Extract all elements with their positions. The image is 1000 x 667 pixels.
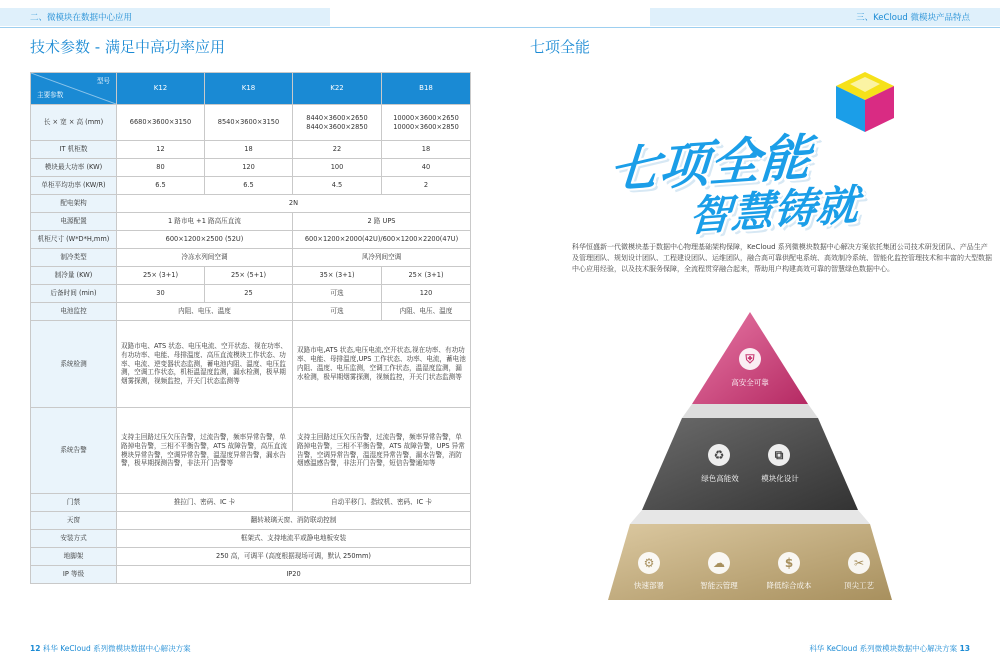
table-cell: 12 xyxy=(117,141,205,159)
table-cell: 推拉门、密码、IC 卡 xyxy=(117,494,293,512)
row-label: 长 × 宽 × 高 (mm) xyxy=(31,105,117,141)
table-cell: 22 xyxy=(293,141,382,159)
table-cell: 600×1200×2500 (52U) xyxy=(117,231,293,249)
model-header: K18 xyxy=(205,73,293,105)
corner-model-label: 型号 xyxy=(96,77,110,85)
table-cell: IP20 xyxy=(117,566,471,584)
tools-icon: ✂ xyxy=(848,552,870,574)
dollar-icon: $ xyxy=(778,552,800,574)
pyramid-mid-label: 模块化设计 xyxy=(761,474,799,483)
table-cell: 18 xyxy=(205,141,293,159)
table-row xyxy=(31,321,471,408)
row-label: IT 机柜数 xyxy=(31,141,117,159)
table-row xyxy=(31,141,471,159)
table-row xyxy=(31,548,471,566)
row-label: 配电架构 xyxy=(31,195,117,213)
pyramid-diagram xyxy=(608,300,892,610)
table-cell: 6680×3600×3150 xyxy=(117,105,205,141)
page-title: 技术参数 - 满足中高功率应用 xyxy=(30,38,225,56)
cell-line: 10000×3600×2850 xyxy=(393,122,459,131)
banner-divider xyxy=(500,27,1000,28)
table-row xyxy=(31,159,471,177)
table-cell: 40 xyxy=(382,159,471,177)
pyramid-bottom-label: 顶尖工艺 xyxy=(844,581,874,590)
cube-icon xyxy=(830,68,900,138)
table-cell xyxy=(293,105,382,141)
corner-param-label: 主要参数 xyxy=(37,91,64,100)
table-row xyxy=(31,303,471,321)
table-cell: 8540×3600×3150 xyxy=(205,105,293,141)
spec-table xyxy=(30,72,471,584)
pyramid-top-label: 高安全可靠 xyxy=(731,378,769,387)
page-number: 13 xyxy=(959,644,970,653)
table-row xyxy=(31,285,471,303)
row-label: 门禁 xyxy=(31,494,117,512)
table-cell: 18 xyxy=(382,141,471,159)
table-row xyxy=(31,566,471,584)
table-row xyxy=(31,494,471,512)
hero-subheading: 智慧铸就 xyxy=(687,180,861,241)
row-label: 天窗 xyxy=(31,512,117,530)
table-cell: 25× (3+1) xyxy=(117,267,205,285)
row-label: 电池监控 xyxy=(31,303,117,321)
table-cell: 35× (3+1) xyxy=(293,267,382,285)
footer-text: 科华 KeCloud 系列微模块数据中心解决方案 xyxy=(809,644,958,653)
table-cell: 25 xyxy=(205,285,293,303)
table-row xyxy=(31,267,471,285)
row-label: 后备时间 (min) xyxy=(31,285,117,303)
table-cell: 翻转玻璃天窗、消防联动控制 xyxy=(117,512,471,530)
table-header-row xyxy=(31,73,471,105)
table-cell: 600×1200×2000(42U)/600×1200×2200(47U) xyxy=(293,231,471,249)
table-row xyxy=(31,213,471,231)
table-row xyxy=(31,177,471,195)
row-label: 地脚架 xyxy=(31,548,117,566)
row-label: 机柜尺寸 (W*D*H,mm) xyxy=(31,231,117,249)
footer-text: 科华 KeCloud 系列微模块数据中心解决方案 xyxy=(42,644,191,653)
table-cell: 2 xyxy=(382,177,471,195)
table-cell: 80 xyxy=(117,159,205,177)
table-cell: 30 xyxy=(117,285,205,303)
row-label: IP 等级 xyxy=(31,566,117,584)
table-cell: 4.5 xyxy=(293,177,382,195)
row-label: 安装方式 xyxy=(31,530,117,548)
hero-heading: 七项全能 xyxy=(606,128,813,200)
table-cell: 可选 xyxy=(293,303,382,321)
table-cell: 6.5 xyxy=(205,177,293,195)
row-label: 电源配置 xyxy=(31,213,117,231)
cloud-icon: ☁ xyxy=(708,552,730,574)
table-corner-cell xyxy=(31,73,117,105)
table-cell: 支持主回路过压欠压告警，过流告警，频率异常告警，单路掉电告警，三相不平衡告警，ATS 故障告警，UPS 异常告警，空调异常告警，温湿度异常告警，漏水告警，消防烟感温感告警，非法开门告警，短信告警通知等 xyxy=(293,408,471,494)
cell-line: 8440×3600×2850 xyxy=(306,122,368,131)
page-number: 12 xyxy=(30,644,41,653)
hero-graphic xyxy=(600,68,930,241)
table-cell: 120 xyxy=(205,159,293,177)
row-label: 制冷量 (KW) xyxy=(31,267,117,285)
table-cell: 支持主回路过压欠压告警，过流告警，频率异常告警，单路掉电告警，三相不平衡告警，ATS 故障告警，高压直流模块异常告警，空调异常告警，温湿度异常告警，漏水告警，极早期探测告警，非法开门告警等 xyxy=(117,408,293,494)
table-row xyxy=(31,530,471,548)
table-cell: 2 路 UPS xyxy=(293,213,471,231)
pyramid-mid-label: 绿色高能效 xyxy=(701,474,739,483)
cell-line: 8440×3600×2650 xyxy=(306,113,368,122)
row-label: 系统检测 xyxy=(31,321,117,408)
table-cell: 2N xyxy=(117,195,471,213)
table-cell: 框架式、支持地流平或静电地板安装 xyxy=(117,530,471,548)
table-row xyxy=(31,249,471,267)
table-cell: 250 高，可调平 (高度根据现场可调，默认 250mm) xyxy=(117,548,471,566)
model-header: B18 xyxy=(382,73,471,105)
table-cell: 25× (5+1) xyxy=(205,267,293,285)
row-label: 制冷类型 xyxy=(31,249,117,267)
table-row xyxy=(31,408,471,494)
table-cell: 风冷列间空调 xyxy=(293,249,471,267)
right-page xyxy=(500,0,1000,667)
page-title: 七项全能 xyxy=(530,38,591,56)
recycle-icon: ♻ xyxy=(708,444,730,466)
model-header: K22 xyxy=(293,73,382,105)
table-cell: 冷冻水列间空调 xyxy=(117,249,293,267)
table-cell: 6.5 xyxy=(117,177,205,195)
shield-icon: ⛨ xyxy=(739,348,761,370)
table-cell xyxy=(382,105,471,141)
table-cell: 120 xyxy=(382,285,471,303)
page-footer xyxy=(809,643,970,654)
row-label: 单柜平均功率 (KW/R) xyxy=(31,177,117,195)
table-cell: 可选 xyxy=(293,285,382,303)
pyramid-bottom-label: 快速部署 xyxy=(634,581,664,590)
gear-icon: ⚙ xyxy=(638,552,660,574)
page-footer xyxy=(30,643,191,654)
row-label: 模块最大功率 (KW) xyxy=(31,159,117,177)
section-banner-text: 三、KeCloud 微模块产品特点 xyxy=(856,13,970,23)
table-row xyxy=(31,195,471,213)
table-cell: 双路市电、ATS 状态、电压电流、空开状态、视在功率、有功功率、电能、母排温度、高压直流模块工作状态、功率、电流、逆变器状态监测，蓄电池内阻、温度、电压监测，空调工作状态，机柜温湿度监测，漏水检测，极早期烟雾探测，视频监控，开关门状态监测等 xyxy=(117,321,293,408)
intro-paragraph: 科华恒盛新一代微模块基于数据中心物理基础架构保障，KeCloud 系列微模块数据中心解决方案依托集团公司技术研发团队、产品生产及管理团队、规划设计团队、工程建设团队、运维团队，融合高可靠供配电系统、高效制冷系统、智能化监控管理技术和丰富的大型数据中心应用经验，以及技术服务保障，全流程贯穿融合起来，帮助用户构建高效可靠的智慧绿色数据中心。 xyxy=(572,243,992,274)
table-cell: 自动平移门、指纹机、密码、IC 卡 xyxy=(293,494,471,512)
table-row xyxy=(31,105,471,141)
module-icon: ⧉ xyxy=(768,444,790,466)
row-label: 系统告警 xyxy=(31,408,117,494)
cell-line: 10000×3600×2650 xyxy=(393,113,459,122)
table-cell: 内阻、电压、温度 xyxy=(117,303,293,321)
table-cell: 100 xyxy=(293,159,382,177)
table-cell: 内阻、电压、温度 xyxy=(382,303,471,321)
table-row xyxy=(31,512,471,530)
table-cell: 双路市电,ATS 状态,电压电流,空开状态,视在功率、有功功率、电能、母排温度,UPS 工作状态、功率、电流，蓄电池内阻、温度、电压监测，空调工作状态，温湿度监测，漏水检测，极早期烟雾探测，视频监控，开关门状态监测等 xyxy=(293,321,471,408)
pyramid-bottom-label: 智能云管理 xyxy=(700,581,738,590)
pyramid-bottom-label: 降低综合成本 xyxy=(766,581,812,590)
section-banner-text: 二、微模块在数据中心应用 xyxy=(30,13,133,23)
banner-divider xyxy=(0,27,500,28)
table-cell: 25× (3+1) xyxy=(382,267,471,285)
model-header: K12 xyxy=(117,73,205,105)
table-row xyxy=(31,231,471,249)
table-cell: 1 路市电 +1 路高压直流 xyxy=(117,213,293,231)
